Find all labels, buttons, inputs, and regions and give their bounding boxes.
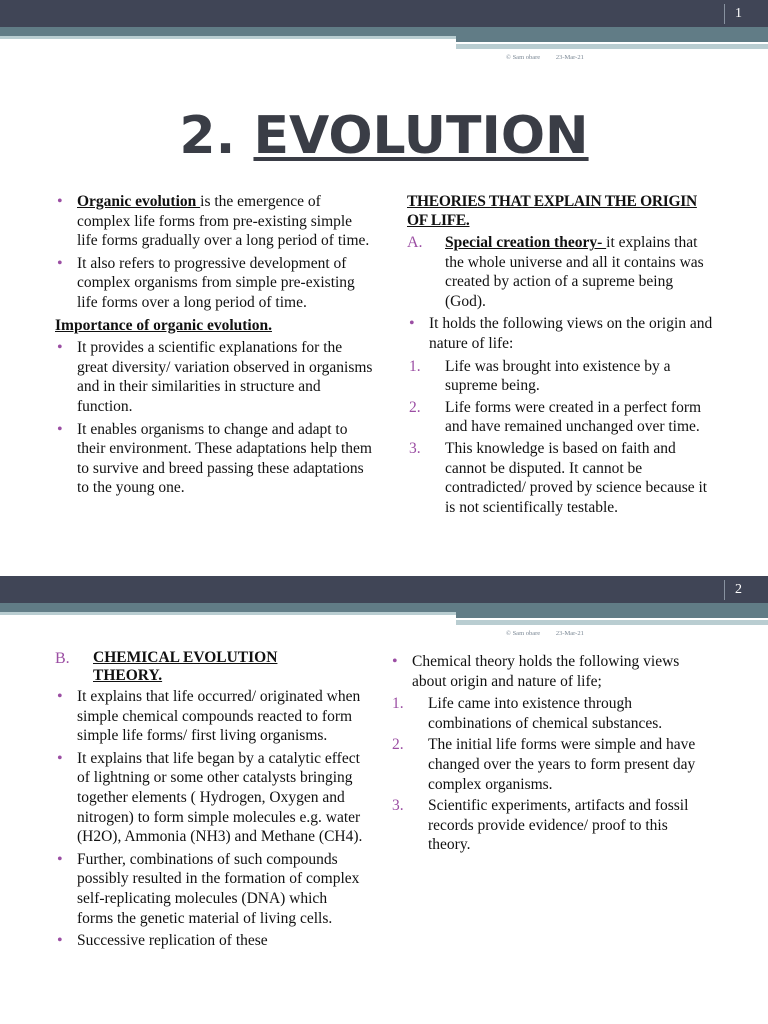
slide-title [0,106,768,166]
list-item: • It enables organisms to change and adapt to their environment. These adaptations help them to survive and breed passing these adaptations to the young one. [55,420,373,498]
item-text: This knowledge is based on faith and cannot be disputed. It cannot be contradicted/ proved by science because it is not scientifically testable. [445,439,708,516]
header-stripe-light [0,612,456,615]
author-text: © Sam obare [506,54,541,61]
list-item: • Chemical theory holds the following views about origin and nature of life; [390,652,712,691]
date-text: 23-Mar-21 [555,54,584,61]
list-item: • Further, combinations of such compounds possibly resulted in the formation of complex self-replicating molecules (DNA) which forms the genetic material of living cells. [55,850,365,928]
page-number: 2 [735,582,742,597]
numbered-item [407,398,717,437]
theory-lead: Special creation theory- [445,234,607,251]
left-column [55,649,365,954]
term-text: is the emergence of complex life forms from pre-existing simple life forms gradually over a long period of time. [77,193,370,250]
header-bar [0,576,768,603]
list-item: • Successive replication of these [55,931,365,951]
list-item: • It holds the following views on the origin and nature of life: [407,314,717,353]
page-number-divider [724,580,725,600]
numbered-item [390,796,712,855]
header-stripe-right-light [456,44,768,49]
section-heading: Importance of organic evolution. [55,316,272,334]
slide-meta [506,630,598,637]
numbered-item [407,439,717,517]
item-text: Scientific experiments, artifacts and fossil records provide evidence/ proof to this theory. [428,797,689,854]
item-text: Life was brought into existence by a supreme being. [445,357,671,395]
list-item: • It explains that life began by a catalytic effect of lightning or some other catalysts bringing together elements ( Hydrogen, Oxygen and nitrogen) to form simple molecules e.g. water (H2O), Ammonia (NH3) and Methane (CH4). [55,749,365,847]
theory-item [55,649,365,685]
item-number: 3. [409,439,421,457]
header-stripe-right [456,612,768,618]
numbered-item [407,357,717,396]
numbered-item [390,735,712,794]
section-heading: THEORIES THAT EXPLAIN THE ORIGIN OF LIFE. [407,193,697,229]
item-letter: B. [55,650,70,667]
page-number: 1 [735,6,742,21]
list-item: • It also refers to progressive development of complex organisms from simple pre-existing life forms over a long period of time. [55,254,373,313]
item-text: The initial life forms were simple and have changed over the years to form present day complex organisms. [428,736,696,793]
left-column [55,192,373,501]
theory-heading: CHEMICAL EVOLUTION THEORY. [93,649,278,684]
theory-item [407,233,717,311]
title-word: EVOLUTION [253,106,589,166]
item-text: Life came into existence through combinations of chemical substances. [428,695,663,732]
header-stripe [0,603,768,612]
slide-meta [506,54,598,61]
header-bar [0,0,768,27]
item-number: 1. [392,695,404,713]
header-stripe-right [456,36,768,42]
page-number-divider [724,4,725,24]
author-text: © Sam obare [506,630,541,637]
theory-text: it explains that the whole universe and all it contains was created by action of a supreme being (God). [445,234,704,310]
term-lead: Organic evolution [77,193,201,210]
item-number: 2. [409,398,421,416]
item-text: Life forms were created in a perfect form and have remained unchanged over time. [445,398,702,436]
item-number: 1. [409,357,421,375]
date-text: 23-Mar-21 [555,630,584,637]
list-item [55,192,373,251]
right-column [407,192,717,519]
header-stripe-right-light [456,620,768,625]
numbered-item [390,694,712,733]
right-column [390,652,712,857]
item-number: 3. [392,797,404,815]
list-item: • It explains that life occurred/ originated when simple chemical compounds reacted to form simple life forms/ first living organisms. [55,687,365,746]
header-stripe-light [0,36,456,39]
item-number: 2. [392,736,404,754]
header-stripe [0,27,768,36]
title-prefix: 2. [179,106,236,166]
slide-2 [0,576,768,1024]
item-letter: A. [407,234,423,251]
list-item: • It provides a scientific explanations for the great diversity/ variation observed in organisms and in their similarities in structure and function. [55,338,373,416]
